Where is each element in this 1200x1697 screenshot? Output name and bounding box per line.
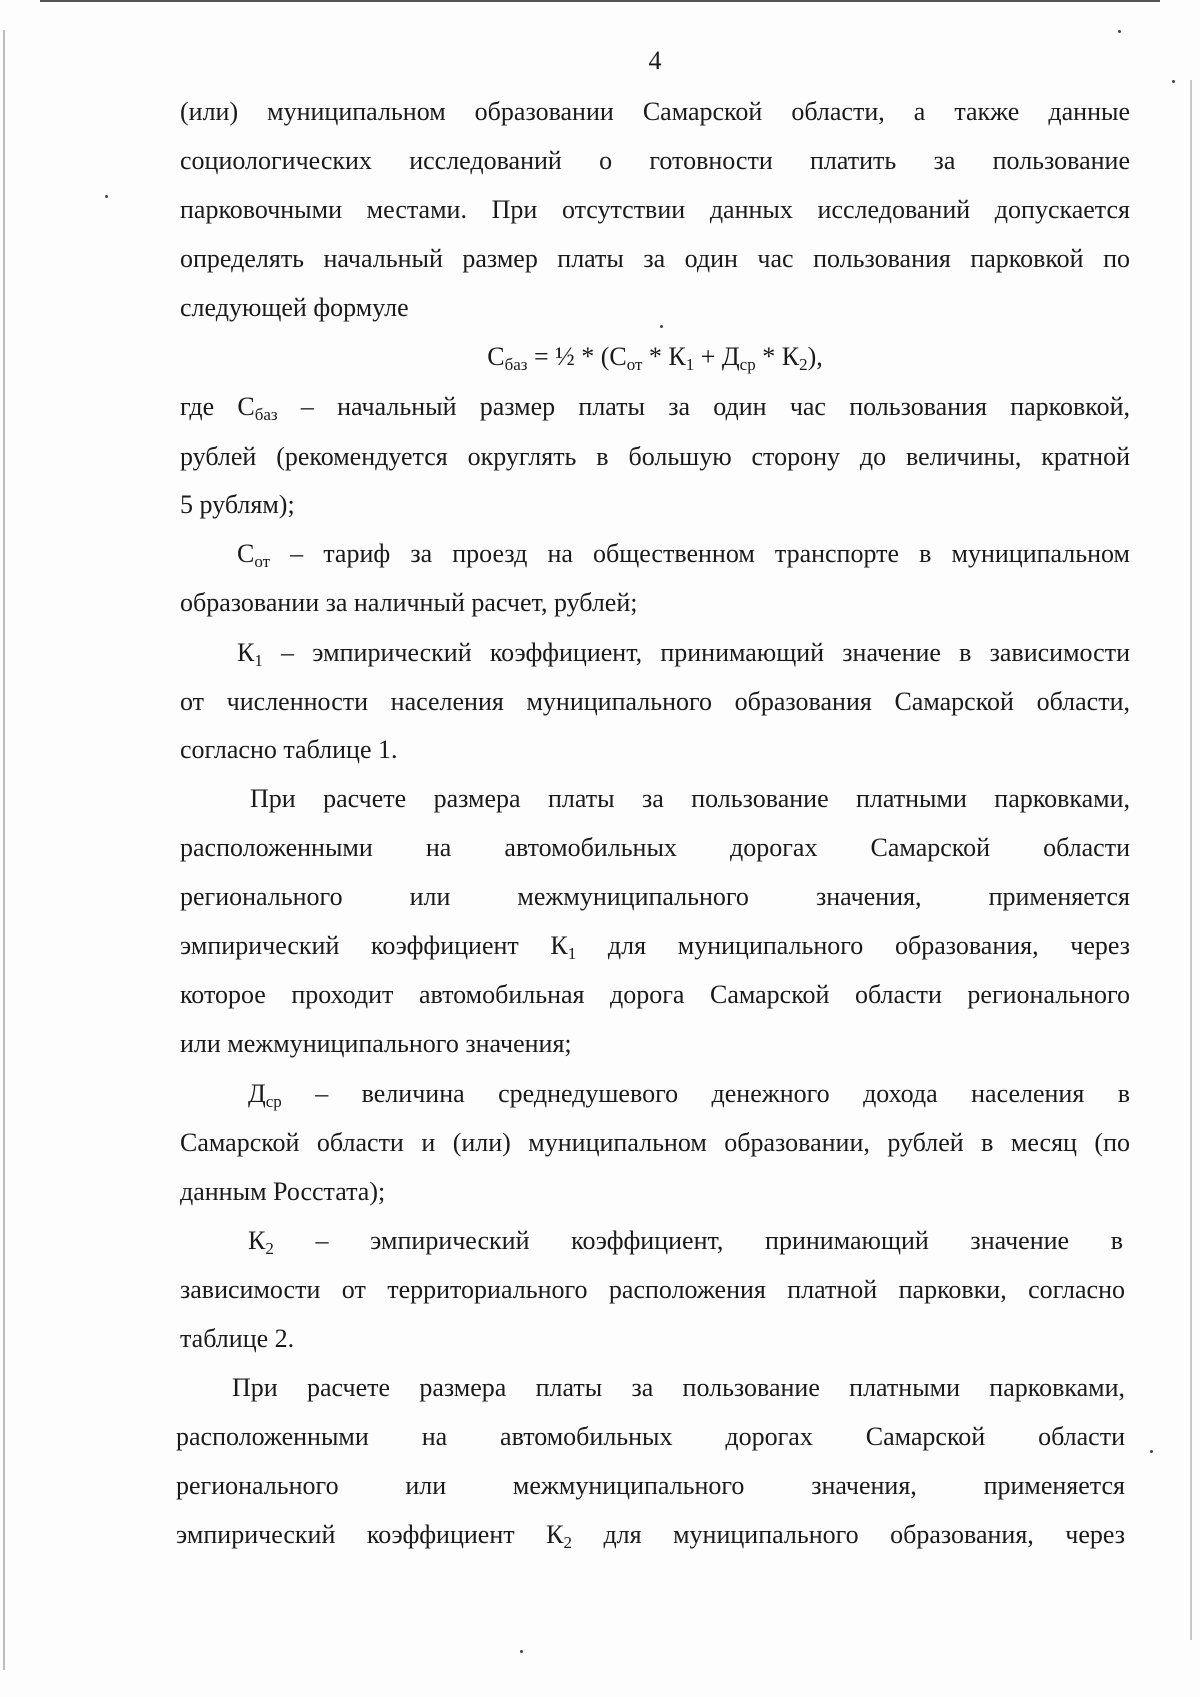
text-line: которое проходит автомобильная дорога Самарской области регионального (180, 980, 1130, 1009)
definition-dsr: $Д_{ср}$ – величина среднедушевого денежного дохода населения в (248, 1079, 1130, 1111)
definition-cot: $С_{от}$ – тариф за проезд на общественном транспорте в муниципальном (237, 539, 1130, 571)
text-line: (или) муниципальном образовании Самарской области, а также данные (180, 97, 1130, 126)
text-line: При расчете размера платы за пользование платными парковками, (232, 1373, 1125, 1402)
text-line: регионального или межмуниципального значения, применяется (180, 882, 1130, 911)
scan-edge-right (1190, 80, 1192, 1640)
text-line: согласно таблице 1. (180, 735, 398, 764)
scan-speck (520, 1650, 523, 1653)
scan-speck (1150, 1450, 1153, 1453)
text-line: образовании за наличный расчет, рублей; (180, 588, 638, 617)
page-number: 4 (648, 46, 662, 75)
text-line: парковочными местами. При отсутствии данных исследований допускается (180, 195, 1130, 224)
scan-speck (1118, 30, 1121, 33)
text-line: расположенными на автомобильных дорогах Самарской области (180, 833, 1130, 862)
definition-k1: $К_1$ – эмпирический коэффициент, принимающий значение в зависимости (237, 638, 1130, 670)
text-line: Самарской области и (или) муниципальном образовании, рублей в месяц (по (180, 1128, 1130, 1157)
text-line: определять начальный размер платы за один час пользования парковкой по (180, 244, 1130, 273)
text-line: данным Росстата); (180, 1177, 386, 1206)
text-line: При расчете размера платы за пользование платными парковками, (250, 784, 1130, 813)
scan-speck (660, 325, 663, 328)
scan-speck (1172, 80, 1175, 83)
text-line: регионального или межмуниципального значения, применяется (176, 1471, 1125, 1500)
scan-speck (105, 195, 108, 198)
definition-cbaz: где $С_{баз}$ – начальный размер платы за один час пользования парковкой, (180, 392, 1130, 424)
formula: $С_{баз}$ = ½ * $(С_{от} * К_1 + Д_{ср} * К_2)$, (487, 342, 823, 374)
text-line: социологических исследований о готовности платить за пользование (180, 146, 1130, 175)
text-line: следующей формуле (180, 293, 409, 322)
text-line: или межмуниципального значения; (180, 1029, 572, 1058)
text-line-k1: эмпирический коэффициент $К_1$ для муниципального образования, через (180, 931, 1131, 963)
text-line: от численности населения муниципального образования Самарской области, (180, 687, 1130, 716)
text-line-k2: эмпирический коэффициент $К_2$ для муниципального образования, через (176, 1520, 1126, 1552)
scan-edge-top (40, 0, 1160, 2)
text-line: 5 рублям); (180, 490, 295, 519)
text-line: зависимости от территориального расположения платной парковки, согласно (180, 1275, 1125, 1304)
text-line: расположенными на автомобильных дорогах Самарской области (176, 1422, 1125, 1451)
definition-k2: $К_2$ – эмпирический коэффициент, принимающий значение в (248, 1226, 1123, 1258)
text-line: рублей (рекомендуется округлять в большую сторону до величины, кратной (180, 442, 1130, 471)
scan-edge-left (3, 30, 5, 1670)
text-line: таблице 2. (180, 1324, 295, 1353)
